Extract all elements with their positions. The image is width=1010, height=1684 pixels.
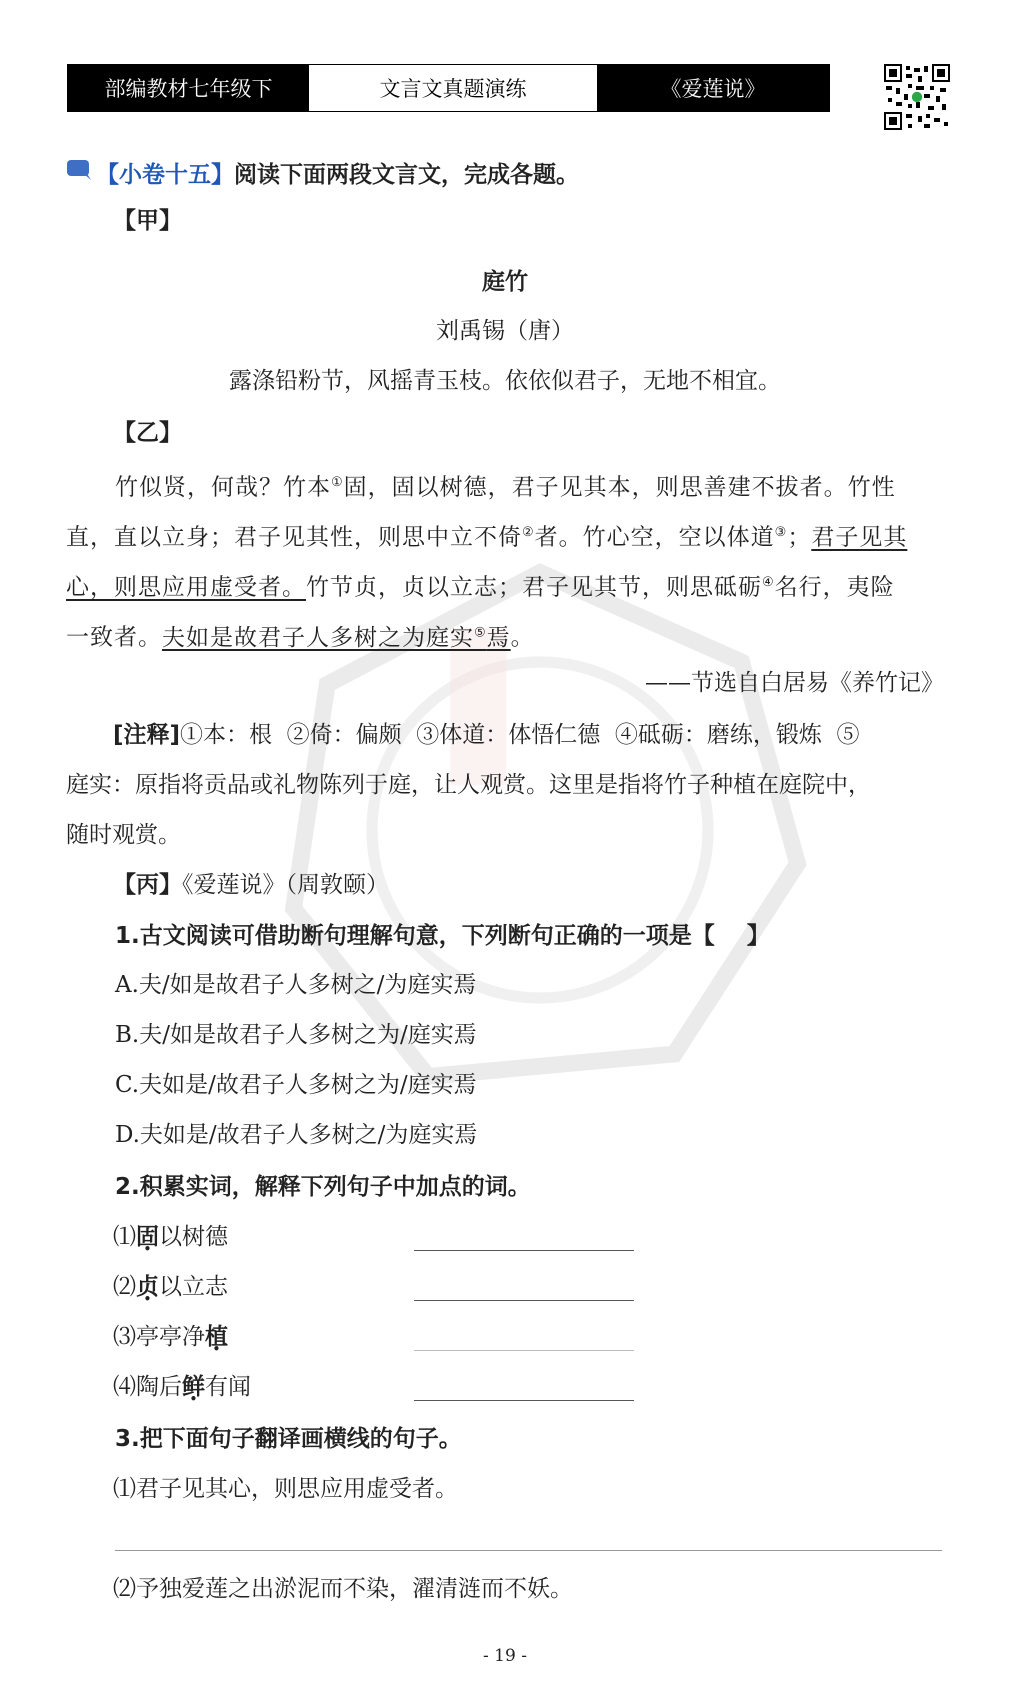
q3-sentence-1: ⑴君子见其心，则思应用虚受者。	[113, 1476, 458, 1502]
yi-line-4: 一致者。夫如是故君子人多树之为庭实⑤焉。	[66, 624, 535, 651]
quiz-tag: 【小卷十五】	[96, 162, 234, 188]
notes-line-3: 随时观赏。	[66, 822, 181, 848]
notes-line-2: 庭实：原指将贡品或礼物陈列于庭，让人观赏。这里是指将竹子种植在庭院中，	[66, 772, 871, 798]
q2-item-4: ⑷陶后鲜有闻	[113, 1374, 251, 1400]
answer-line-1[interactable]	[115, 1550, 942, 1551]
section-bing-label: 【丙】	[113, 872, 182, 898]
yi-line-2: 直，直以立身；君子见其性，则思中立不倚②者。竹心空，空以体道③；君子见其	[66, 524, 908, 551]
bookmark-icon	[66, 158, 92, 182]
intro-line	[96, 160, 579, 190]
dotted-word-1: 固	[136, 1224, 159, 1250]
header-lesson: 《爱莲说》	[597, 65, 829, 111]
yi-line-1: 竹似贤，何哉？竹本①固，固以树德，君子见其本，则思善建不拔者。竹性	[115, 474, 896, 501]
section-jia-label: 【甲】	[113, 208, 182, 234]
intro-text: 阅读下面两段文言文，完成各题。	[234, 162, 579, 188]
yi-source: ——节选自白居易《养竹记》	[645, 670, 944, 696]
q2-item-1: ⑴固以树德	[113, 1224, 228, 1250]
answer-blank-4[interactable]	[414, 1400, 634, 1401]
qr-code-icon	[884, 64, 950, 130]
answer-blank-3[interactable]	[414, 1350, 634, 1351]
header-bar	[67, 64, 830, 112]
question-2-stem: 2.积累实词，解释下列句子中加点的词。	[115, 1174, 531, 1200]
header-grade: 部编教材七年级下	[68, 65, 309, 111]
notes-line-1: [注释]①本：根 ②倚：偏颇 ③体道：体悟仁德 ④砥砺：磨练，锻炼 ⑤	[113, 722, 860, 748]
dotted-word-3: 植	[205, 1324, 228, 1350]
dotted-word-2: 贞	[136, 1274, 159, 1300]
question-3-stem: 3.把下面句子翻译画横线的句子。	[115, 1426, 462, 1452]
option-a[interactable]: A.夫/如是故君子人多树之/为庭实焉	[115, 972, 477, 998]
page-number: - 19 -	[483, 1646, 527, 1666]
header-section: 文言文真题演练	[309, 65, 597, 111]
option-d[interactable]: D.夫如是/故君子人多树之/为庭实焉	[115, 1122, 478, 1148]
yi-line-3: 心，则思应用虚受者。竹节贞，贞以立志；君子见其节，则思砥砺④名行，夷险	[66, 574, 895, 601]
section-yi-label: 【乙】	[113, 420, 182, 446]
option-c[interactable]: C.夫如是/故君子人多树之为/庭实焉	[115, 1072, 477, 1098]
q3-sentence-2: ⑵予独爱莲之出淤泥而不染，濯清涟而不妖。	[113, 1576, 573, 1602]
dotted-word-4: 鲜	[182, 1374, 205, 1400]
question-1-stem: 1.古文阅读可借助断句理解句意，下列断句正确的一项是【 】	[115, 923, 770, 949]
answer-blank-1[interactable]	[414, 1250, 634, 1251]
notes-label: [注释]	[113, 722, 181, 748]
poem-author: 刘禹锡（唐）	[436, 318, 574, 344]
answer-blank-2[interactable]	[414, 1300, 634, 1301]
underlined-sentence-1b: 心，则思应用虚受者。	[66, 574, 306, 601]
poem-title: 庭竹	[482, 269, 528, 295]
option-b[interactable]: B.夫/如是故君子人多树之为/庭实焉	[115, 1022, 477, 1048]
q2-item-3: ⑶亭亭净植	[113, 1324, 228, 1350]
underlined-sentence-1a: 君子见其	[811, 524, 908, 551]
underlined-sentence-2: 夫如是故君子人多树之为庭实⑤焉	[162, 624, 511, 651]
section-bing: 【丙】《爱莲说》（周敦颐）	[113, 872, 389, 898]
q2-item-2: ⑵贞以立志	[113, 1274, 228, 1300]
poem-text: 露涤铅粉节，风摇青玉枝。依依似君子，无地不相宜。	[229, 368, 781, 394]
